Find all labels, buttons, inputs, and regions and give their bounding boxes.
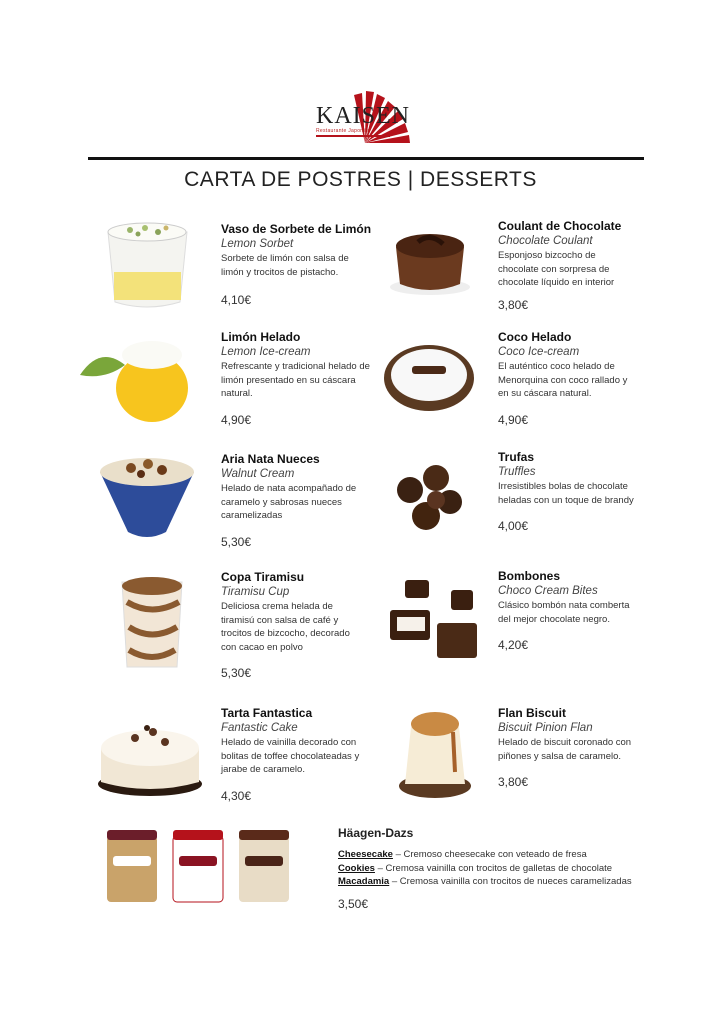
- header-divider: [88, 157, 644, 160]
- item-english-name: Lemon Sorbet: [221, 238, 294, 250]
- item-price: 4,20€: [498, 638, 529, 652]
- item-name: Flan Biscuit: [498, 706, 567, 720]
- item-description: El auténtico coco helado de Menorquina con coco rallado y en su cáscara natural.: [498, 361, 628, 399]
- item-name: Copa Tiramisu: [221, 570, 305, 584]
- haagen-dazs-flavors: [338, 848, 632, 889]
- item-price: 4,00€: [498, 519, 529, 533]
- item-english-name: Tiramisu Cup: [221, 586, 290, 598]
- item-description: Helado de biscuit coronado con piñones y salsa de caramelo.: [498, 737, 632, 762]
- item-description: Deliciosa crema helada de tiramisú con salsa de café y trocitos de bizcocho, decorado con cacao en polvo: [221, 601, 350, 653]
- menu-item-truffles: [498, 450, 658, 533]
- item-english-name: Lemon Ice-cream: [221, 346, 311, 358]
- item-english-name: Fantastic Cake: [221, 722, 298, 734]
- item-name: Bombones: [498, 569, 561, 583]
- menu-item-fantastic-cake: [221, 706, 381, 803]
- flavor-description: – Cremoso cheesecake con veteado de fresa: [392, 849, 587, 860]
- flavor-description: – Cremosa vainilla con trocitos de nueces caramelizadas: [389, 876, 632, 887]
- lemon-icecream-image: [75, 330, 195, 425]
- item-price: 3,80€: [498, 297, 529, 312]
- item-description: Irresistibles bolas de chocolate heladas con un toque de brandy: [498, 481, 634, 506]
- menu-item-tiramisu-cup: [221, 570, 381, 680]
- bombones-image: [385, 575, 485, 665]
- item-price: 5,30€: [221, 534, 252, 549]
- fantastic-cake-image: [95, 708, 205, 800]
- flavor-name: Cookies: [338, 862, 375, 874]
- item-english-name: Walnut Cream: [221, 468, 295, 480]
- haagen-dazs-price: 3,50€: [338, 897, 369, 911]
- item-price: 3,80€: [498, 775, 529, 789]
- item-description: Esponjoso bizcocho de chocolate con sorpresa de chocolate líquido en interior: [498, 250, 615, 288]
- menu-item-bombones: [498, 569, 658, 652]
- item-english-name: Choco Cream Bites: [498, 585, 598, 597]
- menu-item-walnut-cream: [221, 452, 381, 549]
- item-price: 5,30€: [221, 666, 252, 680]
- flan-biscuit-image: [395, 702, 475, 800]
- truffles-image: [392, 460, 467, 535]
- item-description: Helado de vainilla decorado con bolitas de toffee chocolateadas y jarabe de caramelo.: [221, 737, 360, 775]
- menu-item-lemon-icecream: [221, 330, 381, 427]
- item-description: Refrescante y tradicional helado de limón presentado en su cáscara natural.: [221, 361, 370, 399]
- item-english-name: Chocolate Coulant: [498, 235, 593, 247]
- item-name: Limón Helado: [221, 330, 301, 344]
- item-name: Trufas: [498, 450, 535, 464]
- item-english-name: Biscuit Pinion Flan: [498, 722, 593, 734]
- item-price: 4,90€: [498, 412, 529, 427]
- logo-text: KAISEN: [316, 103, 410, 129]
- logo-subtitle: Restaurante Japonés: [316, 128, 370, 134]
- flavor-cheesecake: [338, 848, 632, 862]
- item-description: Clásico bombón nata comberta del mejor chocolate negro.: [498, 600, 630, 625]
- flavor-name: Macadamia: [338, 876, 390, 887]
- item-price: 4,10€: [221, 293, 252, 307]
- page-title: CARTA DE POSTRES | DESSERTS: [184, 168, 537, 191]
- tiramisu-cup-image: [107, 572, 197, 677]
- haagen-dazs-pints-image: [105, 826, 295, 908]
- item-price: 4,90€: [221, 412, 252, 427]
- flavor-name: Cheesecake: [338, 849, 393, 860]
- flavor-macadamia: [338, 875, 632, 889]
- chocolate-coulant-image: [388, 222, 473, 297]
- flavor-description: – Cremosa vainilla con trocitos de galletas de chocolate: [374, 862, 613, 874]
- item-name: Tarta Fantastica: [221, 706, 313, 720]
- coco-icecream-image: [382, 340, 477, 412]
- restaurant-logo: [310, 85, 420, 155]
- item-description: Helado de nata acompañado de caramelo y sabrosas nueces caramelizadas: [221, 483, 357, 521]
- item-name: Coulant de Chocolate: [498, 219, 622, 233]
- walnut-cream-image: [96, 450, 198, 542]
- lemon-sorbet-image: [100, 212, 195, 312]
- item-english-name: Coco Ice-cream: [498, 346, 580, 358]
- item-english-name: Truffles: [498, 466, 536, 478]
- item-price: 4,30€: [221, 788, 252, 803]
- menu-item-flan-biscuit: [498, 706, 658, 789]
- item-name: Vaso de Sorbete de Limón: [221, 222, 372, 236]
- flavor-cookies: [338, 862, 632, 876]
- menu-item-coco-icecream: [498, 330, 658, 427]
- item-name: Aria Nata Nueces: [221, 452, 320, 466]
- menu-item-lemon-sorbet: [221, 222, 381, 307]
- haagen-dazs-title: Häagen-Dazs: [338, 826, 414, 840]
- item-description: Sorbete de limón con salsa de limón y trocitos de pistacho.: [221, 253, 349, 278]
- menu-item-chocolate-coulant: [498, 219, 658, 312]
- item-name: Coco Helado: [498, 330, 572, 344]
